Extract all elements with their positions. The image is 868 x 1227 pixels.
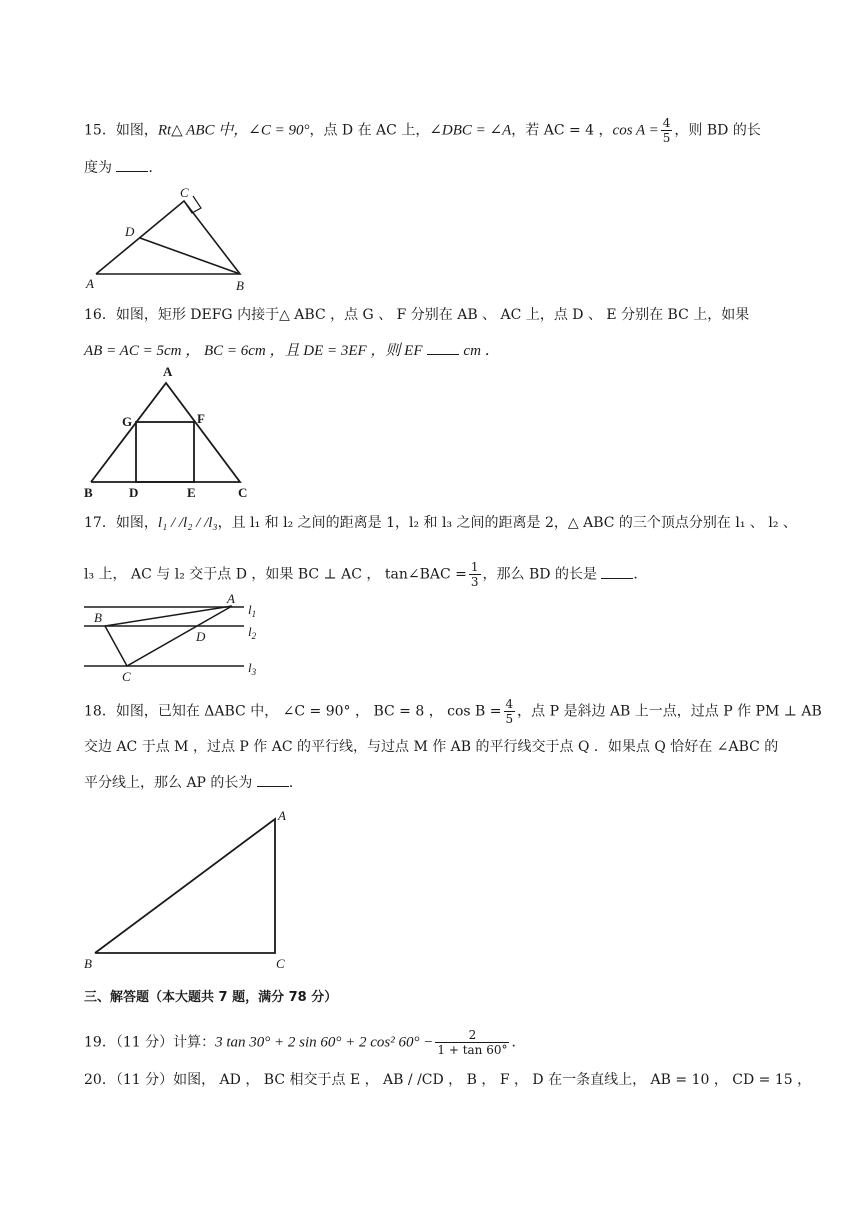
q18-line2: 交边 AC 于点 M ，过点 P 作 AC 的平行线，与过点 M 作 AB 的平行线交于点 Q ．如果点 Q 恰好在 ∠ABC 的 <box>84 739 779 755</box>
q15-line1: 15．如图，Rt△ ABC 中，∠C = 90°，点 D 在 AC 上，∠DBC = ∠A，若 AC = 4 ，cos A = $\frac{4}{5}$ ，则 BD 的长 <box>84 116 761 145</box>
q15-fraction: $\frac{4}{5}$ <box>662 116 671 145</box>
q17-label-c: C <box>122 669 131 684</box>
q17-line1: 17．如图，l₁ / /l₂ / /l₃，且 l₁ 和 l₂ 之间的距离是 1，l₂ 和 l₃ 之间的距离是 2，△ ABC 的三个顶点分别在 l₁ 、 l₂ 、 <box>84 515 797 531</box>
q18-triangle <box>95 819 275 953</box>
q17-label-b: B <box>94 610 102 625</box>
q18-line3: 平分线上，那么 AP 的长为 ． <box>84 775 303 791</box>
q15-label-d: D <box>125 224 135 239</box>
q19-line: 19．（11 分）计算：3 tan 30° + 2 sin 60° + 2 cos² 60° − $\frac{2}{1 + \tan 60^\circ}$ ． <box>84 1028 526 1057</box>
q18-label-b: B <box>84 956 92 971</box>
q17-label-a: A <box>227 591 235 606</box>
q17-label-d: D <box>196 629 206 644</box>
q16-label-c: C <box>238 485 248 500</box>
q16-line2: AB = AC = 5cm ， BC = 6cm ，且 DE = 3EF ，则 EF cm ． <box>84 343 500 359</box>
q17-label-l1: $l_1$ <box>248 602 257 619</box>
section-heading: 三、解答题（本大题共 7 题，满分 78 分） <box>84 990 338 1005</box>
q18-fraction: $\frac{4}{5}$ <box>505 697 514 726</box>
q17-fraction: $\frac{1}{3}$ <box>470 560 479 589</box>
q18-line1: 18．如图，已知在 ΔABC 中， ∠C = 90° ， BC = 8 ， cos B = $\frac{4}{5}$ ，点 P 是斜边 AB 上一点，过点 P 作 PM ⊥ AB <box>84 697 822 726</box>
q15-label-c: C <box>180 185 189 200</box>
q15-number: 15． <box>84 122 116 139</box>
q18-label-c: C <box>276 956 285 971</box>
q20-line: 20．（11 分）如图， AD ， BC 相交于点 E ， AB / /CD ， B ， F ， D 在一条直线上， AB = 10 ， CD = 15 ， <box>84 1072 812 1088</box>
q16-line1: 16．如图，矩形 DEFG 内接于△ ABC ，点 G 、 F 分别在 AB 、 AC 上，点 D 、 E 分别在 BC 上，如果 <box>84 307 750 323</box>
q17-line2: l₃ 上， AC 与 l₂ 交于点 D ，如果 BC ⊥ AC ， tan∠BAC = $\frac{1}{3}$ ，那么 BD 的长是 ． <box>84 560 648 589</box>
q17-number: 17． <box>84 515 116 531</box>
q19-fraction: $\frac{2}{1 + \tan 60^\circ}$ <box>437 1028 508 1057</box>
q16-label-a: A <box>163 364 173 379</box>
q16-label-e: E <box>187 485 196 500</box>
q17-label-l2: $l_2$ <box>248 624 257 641</box>
q16-label-f: F <box>197 411 205 426</box>
q15-label-b: B <box>236 278 244 293</box>
q17-label-l3: $l_3$ <box>248 660 257 677</box>
q16-label-d: D <box>129 485 139 500</box>
q16-number: 16． <box>84 307 116 323</box>
q18-label-a: A <box>278 808 286 823</box>
q20-number: 20． <box>84 1072 116 1088</box>
q16-label-b: B <box>84 485 93 500</box>
q18-number: 18． <box>84 703 116 720</box>
q16-label-g: G <box>122 414 133 429</box>
q15-line2: 度为 ． <box>84 160 163 176</box>
q19-number: 19． <box>84 1034 116 1051</box>
q15-label-a: A <box>86 276 94 291</box>
